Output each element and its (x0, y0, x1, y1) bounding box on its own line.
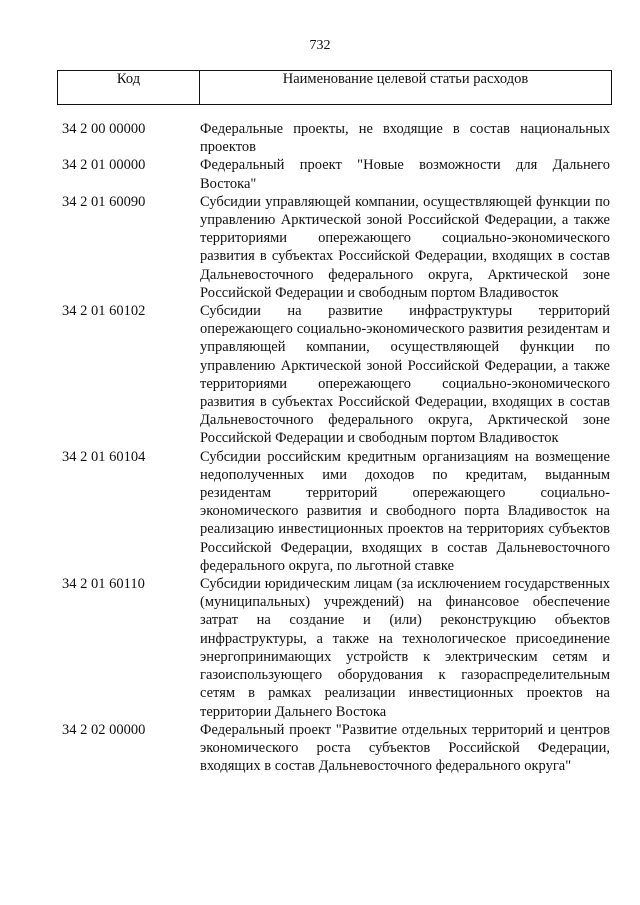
table-row (57, 156, 611, 192)
page-number: 732 (309, 38, 331, 53)
row-code: 34 2 01 60110 (62, 576, 145, 593)
row-name: Субсидии юридическим лицам (за исключением государственных (муниципальных) учреждений) на финансовое обеспечение затрат на создание и (или) реконструкцию объектов инфраструктуры, а также на технологическое присоединение энергопринимающих устройств к электрическим сетям и газоиспользующего оборудования к газораспределительным сетям в рамках реализации инвестиционных проектов на территории Дальнего Востока (200, 576, 610, 720)
row-code: 34 2 01 60104 (62, 448, 146, 465)
row-name: Федеральный проект "Развитие отдельных территорий и центров экономического роста субъектов Российской Федерации, входящих в состав Дальневосточного федерального округа" (200, 721, 610, 775)
table-row (57, 448, 611, 575)
table-row (57, 120, 611, 156)
table-row (57, 575, 611, 721)
row-code: 34 2 01 00000 (62, 157, 146, 174)
table-body (57, 120, 611, 775)
row-code: 34 2 02 00000 (62, 721, 146, 738)
table-row (57, 193, 611, 302)
row-name: Субсидии российским кредитным организациям на возмещение недополученных ими доходов по кредитам, выданным резидентам территорий опережающего социально-экономического развития и свободного порта Владивосток на реализацию инвестиционных проектов на территориях субъектов Российской Федерации, входящих в состав Дальневосточного федерального округа, по льготной ставке (200, 448, 610, 574)
table-row (57, 721, 611, 776)
row-code: 34 2 00 00000 (62, 121, 146, 137)
row-name: Федеральный проект "Новые возможности для Дальнего Востока" (200, 157, 610, 192)
row-name: Субсидии на развитие инфраструктуры территорий опережающего социально-экономического развития резидентам и управляющей компании, осуществляющей функции по управлению Арктической зоной Российской Федерации, а также территориями опережающего социально-экономического развития в субъектах Российской Федерации, входящих в состав Дальневосточного федерального округа, Арктической зоне Российской Федерации и свободным портом Владивосток (200, 303, 610, 447)
header-code: Код (58, 71, 200, 104)
row-code: 34 2 01 60102 (62, 303, 146, 320)
header-name: Наименование целевой статьи расходов (282, 71, 529, 87)
table-header (57, 70, 612, 105)
row-name: Субсидии управляющей компании, осуществляющей функции по управлению Арктической зоной Российской Федерации, а также территориями опережающего социально-экономического развития в субъектах Российской Федерации, входящих в состав Дальневосточного федерального округа, Арктической зоне Российской Федерации и свободным портом Владивосток (200, 193, 610, 301)
table-row (57, 302, 611, 448)
row-name: Федеральные проекты, не входящие в состав национальных проектов (200, 121, 610, 156)
row-code: 34 2 01 60090 (62, 193, 146, 210)
